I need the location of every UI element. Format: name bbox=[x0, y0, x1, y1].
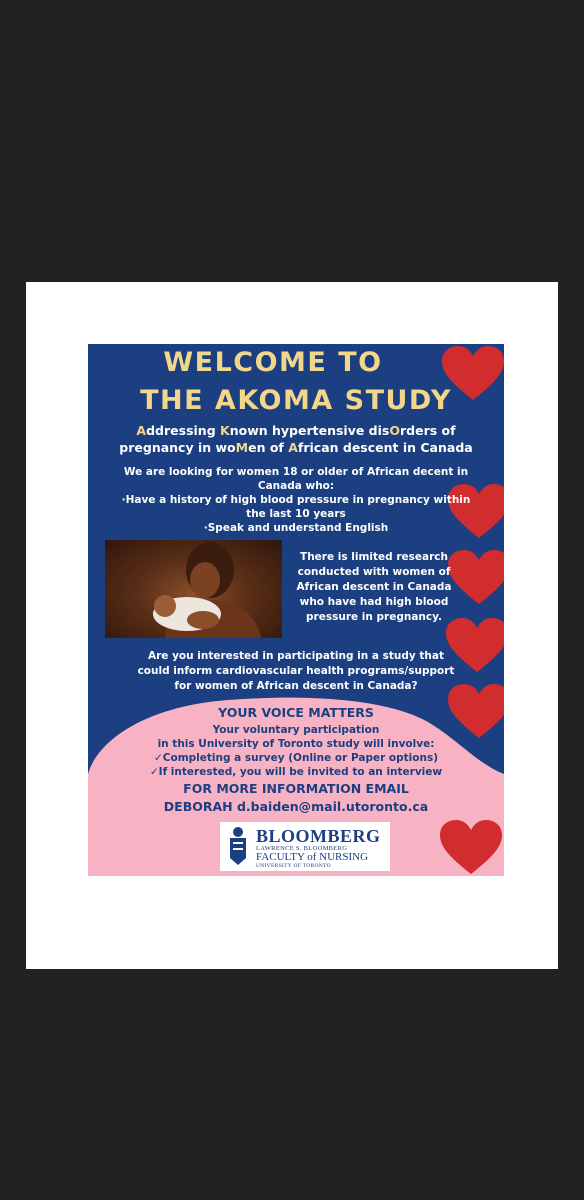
subtitle-part: A bbox=[288, 440, 298, 455]
voice-line-2: in this University of Toronto study will involve: bbox=[157, 738, 435, 750]
subtitle-part: pregnancy in wo bbox=[119, 440, 236, 455]
voice-matters-title: YOUR VOICE MATTERS bbox=[218, 705, 374, 720]
eligibility-line-2: Canada who: bbox=[257, 480, 335, 492]
eligibility-line-1: We are looking for women 18 or older of African decent in bbox=[123, 466, 469, 478]
subtitle-part: ddressing bbox=[146, 423, 221, 438]
logo-line-2: LAWRENCE S. BLOOMBERG bbox=[256, 845, 348, 852]
voice-line-4: ✓If interested, you will be invited to an interview bbox=[149, 766, 443, 778]
research-line-1: There is limited research bbox=[300, 551, 448, 563]
subtitle-part: nown hypertensive dis bbox=[229, 423, 390, 438]
title-line-2: THE AKOMA STUDY bbox=[140, 385, 452, 416]
subtitle-part: O bbox=[389, 423, 400, 438]
logo-line-4: UNIVERSITY OF TORONTO bbox=[256, 863, 331, 869]
eligibility-line-3: ·Have a history of high blood pressure in pregnancy within bbox=[121, 494, 471, 506]
voice-line-3: ✓Completing a survey (Online or Paper options) bbox=[153, 752, 439, 764]
question-line-1: Are you interested in participating in a study that bbox=[148, 650, 444, 662]
subtitle-part: rders of bbox=[400, 423, 456, 438]
research-line-4: who have had high blood bbox=[299, 596, 449, 608]
university-crest-icon bbox=[226, 826, 250, 866]
subtitle-part: frican descent in Canada bbox=[297, 440, 473, 455]
voice-line-1: Your voluntary participation bbox=[212, 724, 380, 736]
research-line-3: African descent in Canada bbox=[296, 581, 452, 593]
subtitle-part: A bbox=[136, 423, 147, 438]
subtitle-part: M bbox=[235, 440, 249, 455]
eligibility-line-4: the last 10 years bbox=[246, 508, 346, 520]
title-line-1: WELCOME TO bbox=[163, 347, 383, 378]
image-card bbox=[26, 282, 558, 969]
logo-name: BLOOMBERG bbox=[256, 826, 381, 846]
heart-icon bbox=[438, 820, 504, 876]
question-line-3: for women of African descent in Canada? bbox=[174, 680, 418, 692]
subtitle-part: en of bbox=[248, 440, 289, 455]
research-line-2: conducted with women of bbox=[297, 566, 451, 578]
research-line-5: pressure in pregnancy. bbox=[306, 611, 442, 623]
logo-line-3: FACULTY of NURSING bbox=[256, 851, 369, 863]
akoma-study-poster bbox=[88, 344, 504, 876]
contact-heading: FOR MORE INFORMATION EMAIL bbox=[183, 781, 409, 796]
contact-email: DEBORAH d.baiden@mail.utoronto.ca bbox=[163, 799, 429, 814]
subtitle-part: K bbox=[220, 423, 230, 438]
bloomberg-nursing-logo bbox=[220, 822, 390, 871]
eligibility-line-5: ·Speak and understand English bbox=[203, 522, 389, 534]
question-line-2: could inform cardiovascular health programs/support bbox=[137, 665, 455, 677]
